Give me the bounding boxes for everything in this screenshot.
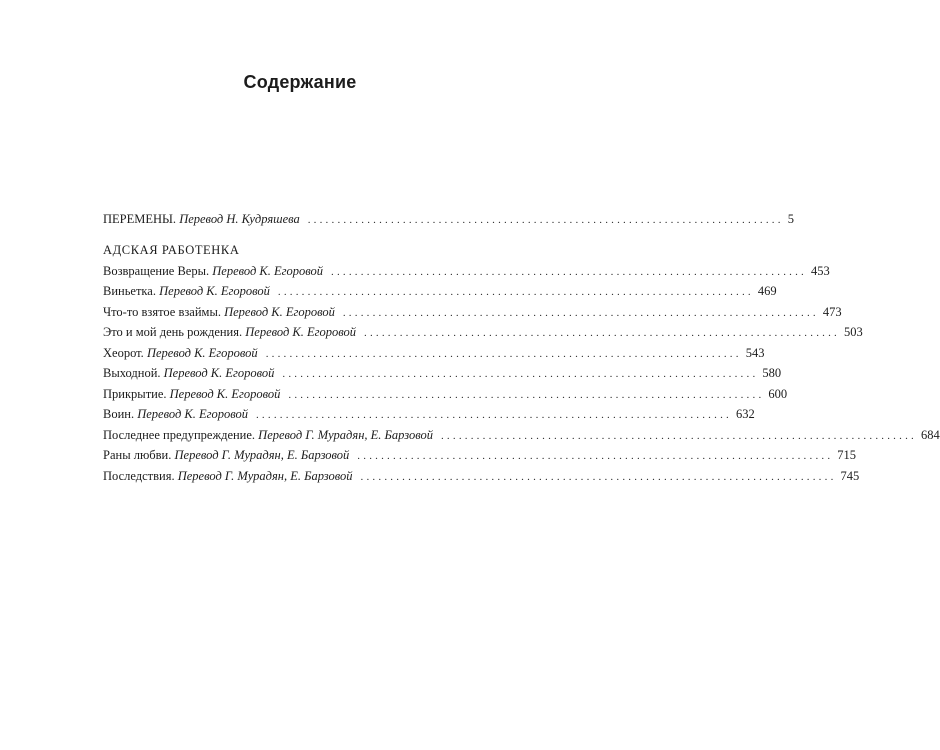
toc-entry bbox=[103, 384, 788, 405]
toc-entry-title: Что-то взятое взаймы. bbox=[103, 304, 221, 319]
toc-entry bbox=[103, 425, 940, 446]
toc-entry-translator: Перевод Н. Кудряшева bbox=[179, 212, 300, 226]
toc-entry-translator: Перевод К. Егоровой bbox=[169, 386, 281, 401]
toc-entry-title: Виньетка. bbox=[103, 284, 156, 298]
dot-leader: ................................................................................ bbox=[364, 327, 840, 339]
toc-entry-list bbox=[103, 261, 940, 487]
dot-leader: ................................................................................ bbox=[357, 450, 834, 462]
toc-entry-translator: Перевод К. Егоровой bbox=[137, 407, 248, 421]
toc-entry bbox=[103, 363, 782, 384]
toc-entry-page: 5 bbox=[787, 212, 794, 226]
toc-entry-title: Раны любви. bbox=[103, 448, 172, 462]
toc-entry-translator: Перевод К. Егоровой bbox=[224, 304, 335, 319]
toc-entry-page: 632 bbox=[735, 407, 755, 421]
toc-entry-page: 600 bbox=[768, 386, 788, 401]
toc-entry-translator: Перевод К. Егоровой bbox=[159, 284, 270, 298]
dot-leader: ................................................................................ bbox=[360, 470, 837, 483]
toc-entry bbox=[103, 322, 863, 343]
dot-leader: ................................................................................ bbox=[265, 347, 742, 360]
toc-entry-translator: Перевод К. Егоровой bbox=[146, 345, 258, 360]
toc-entry-title: Выходной. bbox=[103, 366, 161, 380]
toc-entry-title: Воин. bbox=[103, 407, 135, 421]
toc-entry-page: 684 bbox=[920, 427, 940, 442]
dot-leader: ................................................................................ bbox=[440, 429, 917, 442]
section-title: АДСКАЯ РАБОТЕНКА bbox=[103, 242, 240, 257]
toc-entry-title: Возвращение Веры. bbox=[103, 263, 210, 278]
dot-leader: ................................................................................ bbox=[288, 388, 765, 401]
toc-entry-title: Последствия. bbox=[103, 468, 175, 483]
toc-entry bbox=[103, 343, 765, 364]
toc-entry-page: 453 bbox=[811, 263, 830, 278]
toc-entry-page: 473 bbox=[822, 304, 842, 319]
toc-entry bbox=[103, 281, 777, 302]
toc-entry-translator: Перевод Г. Мурадян, Е. Барзовой bbox=[258, 427, 433, 442]
toc-entry-translator: Перевод К. Егоровой bbox=[163, 366, 275, 380]
dot-leader: ................................................................................ bbox=[331, 265, 807, 278]
toc-entry bbox=[103, 261, 830, 282]
toc-entry-page: 503 bbox=[844, 325, 863, 339]
toc-entry bbox=[103, 209, 794, 230]
toc-entry-page: 469 bbox=[757, 284, 777, 298]
dot-leader: ................................................................................ bbox=[342, 306, 819, 319]
toc-entry bbox=[103, 302, 842, 323]
toc-entry bbox=[103, 466, 860, 487]
toc-entry-title: Прикрытие. bbox=[103, 386, 167, 401]
toc-entry-page: 745 bbox=[840, 468, 860, 483]
toc-entry-title: Последнее предупреждение. bbox=[103, 427, 256, 442]
toc-entry-translator: Перевод К. Егоровой bbox=[212, 263, 323, 278]
dot-leader: ................................................................................ bbox=[282, 368, 759, 380]
toc-entry-translator: Перевод Г. Мурадян, Е. Барзовой bbox=[174, 448, 350, 462]
toc-entry-page: 543 bbox=[745, 345, 765, 360]
dot-leader: ................................................................................ bbox=[277, 286, 754, 298]
toc-entry-title: Это и мой день рождения. bbox=[103, 325, 243, 339]
table-of-contents bbox=[103, 209, 940, 486]
toc-entry-translator: Перевод Г. Мурадян, Е. Барзовой bbox=[177, 468, 353, 483]
dot-leader: ................................................................................ bbox=[255, 409, 732, 421]
toc-entry-translator: Перевод К. Егоровой bbox=[245, 325, 356, 339]
toc-entry bbox=[103, 445, 857, 466]
toc-entry bbox=[103, 404, 755, 425]
toc-entry-title: ПЕРЕМЕНЫ. bbox=[103, 212, 177, 226]
page-title: Содержание bbox=[243, 72, 357, 92]
toc-entry-page: 715 bbox=[837, 448, 857, 462]
toc-entry-title: Хеорот. bbox=[103, 345, 144, 360]
toc-entry-page: 580 bbox=[762, 366, 782, 380]
dot-leader: ................................................................................ bbox=[307, 214, 784, 226]
